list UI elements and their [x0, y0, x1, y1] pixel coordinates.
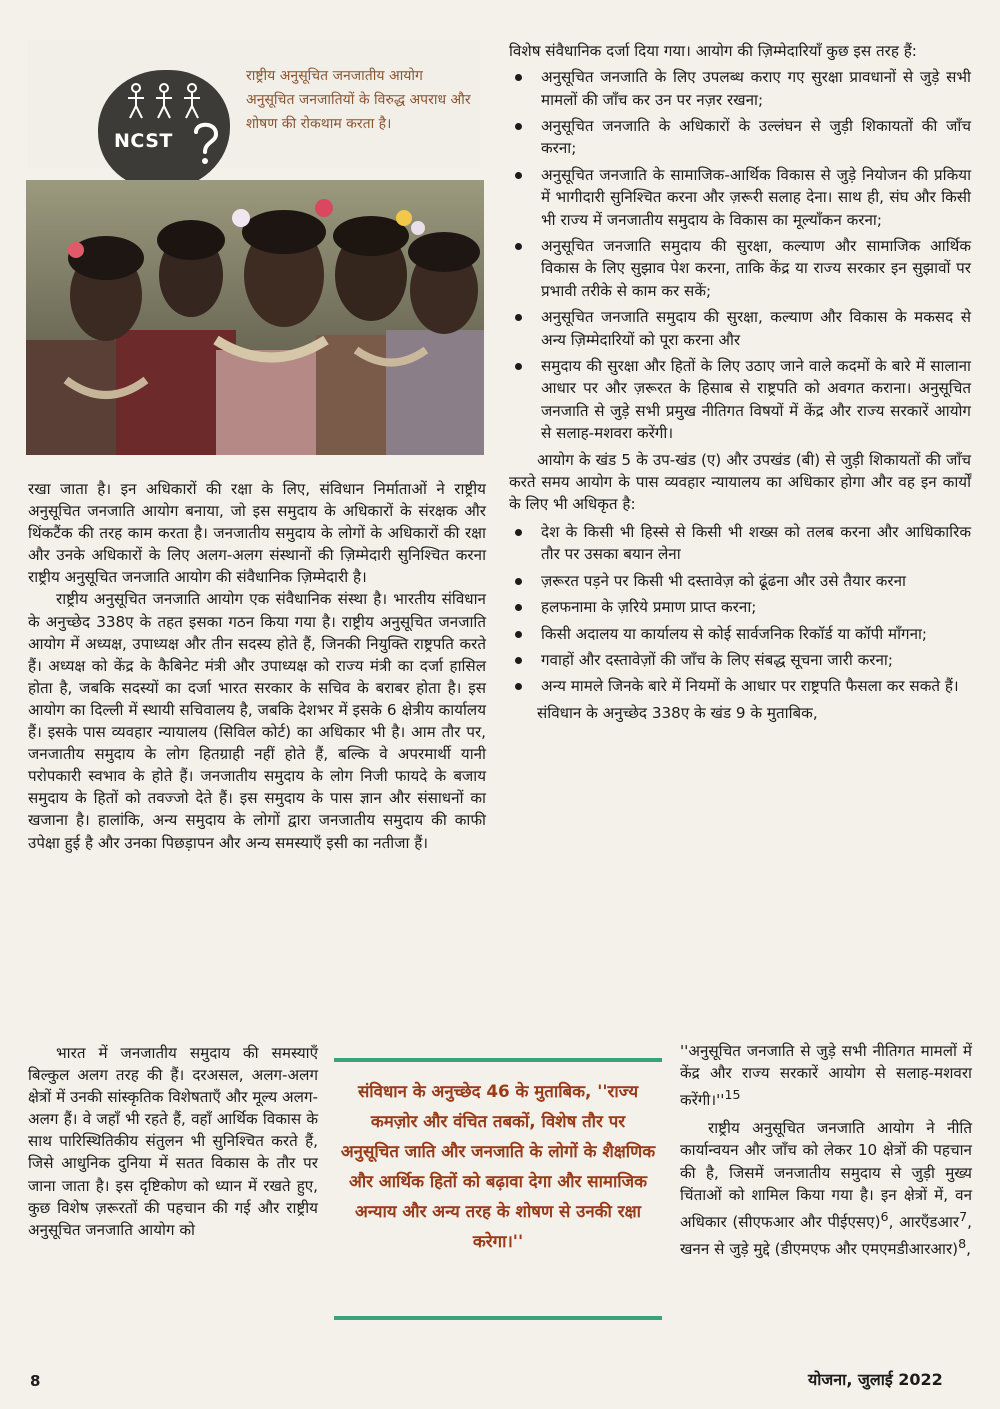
- page-number: 8: [30, 1372, 41, 1390]
- closing-text: राष्ट्रीय अनुसूचित जनजाति आयोग ने नीति कार्यान्वयन और जाँच को लेकर 10 क्षेत्रों की पहचान की है, जिसमें जनजातीय समुदाय से जुड़ी मुख्य चिंताओं को शामिल किया गया है। इन क्षेत्रों में, वन अधिकार (सीएफआर और पीईएसए): [680, 1119, 972, 1231]
- responsibilities-list: [509, 66, 971, 445]
- list-item: गवाहों और दस्तावेज़ों की जाँच के लिए संबद्ध सूचना जारी करना;: [509, 649, 971, 671]
- tribal-women-photo: [26, 180, 484, 455]
- ncst-tagline: राष्ट्रीय अनुसूचित जनजातीय आयोग अनुसूचित जनजातियों के विरुद्ध अपराध और शोषण की रोकथाम करता है।: [246, 68, 471, 132]
- pull-quote: [334, 1058, 662, 1320]
- powers-list: [509, 521, 971, 698]
- right-column-tail: [680, 1040, 972, 1260]
- footnote-ref: 15: [724, 1087, 741, 1103]
- tribal-women-illustration: [26, 180, 484, 455]
- article-quote-text: ''अनुसूचित जनजाति से जुड़े सभी नीतिगत मामलों में केंद्र और राज्य सरकारें आयोग से सलाह-मशवरा करेंगी।'': [680, 1042, 972, 1110]
- list-item: अनुसूचित जनजाति के लिए उपलब्ध कराए गए सुरक्षा प्रावधानों से जुड़े सभी मामलों की जाँच कर उन पर नज़र रखना;: [509, 66, 971, 111]
- left-column-body: [28, 478, 486, 854]
- closing-text: , आरएँडआर: [888, 1212, 960, 1231]
- left-paragraph-2: राष्ट्रीय अनुसूचित जनजाति आयोग एक संवैधानिक संस्था है। भारतीय संविधान के अनुच्छेद 338ए के तहत इसका गठन किया गया है। राष्ट्रीय अनुसूचित जनजाति आयोग में अध्यक्ष, उपाध्यक्ष और तीन सदस्य होते हैं, जिनकी नियुक्ति राष्ट्रपति करते हैं। अध्यक्ष को केंद्र के कैबिनेट मंत्री और उपाध्यक्ष को राज्य मंत्री का दर्जा हासिल होता है, जबकि सदस्यों का दर्जा भारत सरकार के सचिव के बराबर होता है। इस आयोग का दिल्ली में स्थायी सचिवालय है, जबकि देशभर में इसके 6 क्षेत्रीय कार्यालय हैं। इसके पास व्यवहार न्यायालय (सिविल कोर्ट) का अधिकार भी है। आम तौर पर, जनजातीय समुदाय के लोग हितग्राही नहीं होते हैं, बल्कि वे अपरमार्थी यानी परोपकारी स्वभाव के होते हैं। जनजातीय समुदाय के लोग निजी फायदे के बजाय समुदाय के हितों को तवज्जो देते हैं। इस समुदाय के पास ज्ञान और संसाधनों का खजाना है। हालांकि, अन्य समुदाय के लोगों द्वारा जनजातीय समुदाय की काफी उपेक्षा हुई है और उनका पिछड़ापन और अन्य समस्याएँ इसी का नतीजा हैं।: [28, 590, 486, 852]
- list-item: किसी अदालय या कार्यालय से कोई सार्वजनिक रिकॉर्ड या कॉपी माँगना;: [509, 623, 971, 645]
- ncst-header-card: [28, 40, 480, 168]
- ncst-logo-text: NCST: [114, 130, 173, 152]
- article-quote: [680, 1040, 972, 1111]
- list-item: देश के किसी भी हिस्से से किसी भी शख्स को तलब करना और आधिकारिक तौर पर उसका बयान लेना: [509, 521, 971, 566]
- left-column-bottom: [28, 1042, 318, 1241]
- left-paragraph-1: रखा जाता है। इन अधिकारों की रक्षा के लिए, संविधान निर्माताओं ने राष्ट्रीय अनुसूचित जनजाति आयोग बनाया, जो इस समुदाय के अधिकारों के संरक्षक और थिंकटैंक की तरह काम करता है। जनजातीय समुदाय के लोगों के अधिकारों की रक्षा और उनके अधिकारों के लिए अलग-अलग संस्थानों की ज़िम्मेदारी सुनिश्चित करना राष्ट्रीय अनुसूचित जनजाति आयोग की संवैधानिक ज़िम्मेदारी है।: [28, 480, 486, 587]
- people-figures-icon: [120, 80, 210, 124]
- list-item: हलफनामा के ज़रिये प्रमाण प्राप्त करना;: [509, 596, 971, 618]
- list-item: ज़रूरत पड़ने पर किसी भी दस्तावेज़ को ढूंढना और उसे तैयार करना: [509, 570, 971, 592]
- list-item: अनुसूचित जनजाति समुदाय की सुरक्षा, कल्याण और सामाजिक आर्थिक विकास के लिए सुझाव पेश करना, ताकि केंद्र या राज्य सरकार इन सुझावों पर प्रभावी तरीके से काम कर सकें;: [509, 235, 971, 302]
- list-item: समुदाय की सुरक्षा और हितों के लिए उठाए जाने वाले कदमों के बारे में सालाना आधार पर और ज़रूरत के हिसाब से राष्ट्रपति को अवगत कराना। अनुसूचित जनजाति से जुड़े सभी प्रमुख नीतिगत विषयों में केंद्र और राज्य सरकारें आयोग से सलाह-मशवरा करेंगी।: [509, 355, 971, 445]
- ncst-logo: [98, 70, 230, 190]
- footnote-ref: 7: [959, 1208, 968, 1224]
- closing-text: , खनन से जुड़े मुद्दे (डीएमएफ और एमएमडीआरआर): [680, 1212, 972, 1258]
- list-item: अन्य मामले जिनके बारे में नियमों के आधार पर राष्ट्रपति फैसला कर सकते हैं।: [509, 675, 971, 697]
- magazine-issue: योजना, जुलाई 2022: [808, 1370, 943, 1389]
- question-mark-icon: [190, 120, 220, 166]
- closing-text: ,: [966, 1239, 971, 1258]
- pull-quote-text: संविधान के अनुच्छेद 46 के मुताबिक, ''राज्य कमज़ोर और वंचित तबकों, विशेष तौर पर अनुसूचित जाति और जनजाति के लोगों के शैक्षणिक और आर्थिक हितों को बढ़ावा देगा और सामाजिक अन्याय और अन्य तरह के शोषण से उनकी रक्षा करेगा।'': [340, 1081, 656, 1251]
- left-paragraph-3: भारत में जनजातीय समुदाय की समस्याएँ बिल्कुल अलग तरह की हैं। दरअसल, अलग-अलग क्षेत्रों में उनकी सांस्कृतिक विशेषताएँ और मूल्य अलग-अलग हैं। वे जहाँ भी रहते हैं, वहाँ आर्थिक विकास के साथ पारिस्थितिकीय संतुलन भी सुनिश्चित करते हैं, जिसे आधुनिक दुनिया में सतत विकास के तौर पर जाना जाता है। इस दृष्टिकोण को ध्यान में रखते हुए, कुछ विशेष ज़रूरतों की पहचान की गई और राष्ट्रीय अनुसूचित जनजाति आयोग को: [28, 1044, 318, 1239]
- closing-paragraph: [680, 1117, 972, 1260]
- article-lead: संविधान के अनुच्छेद 338ए के खंड 9 के मुताबिक,: [537, 703, 818, 722]
- footnote-ref: 6: [880, 1208, 889, 1224]
- right-intro: विशेष संवैधानिक दर्जा दिया गया। आयोग की ज़िम्मेदारियाँ कुछ इस तरह हैं:: [509, 42, 917, 60]
- right-column: [509, 40, 971, 724]
- list-item: अनुसूचित जनजाति के अधिकारों के उल्लंघन से जुड़ी शिकायतों की जाँच करना;: [509, 115, 971, 160]
- list-item: अनुसूचित जनजाति समुदाय की सुरक्षा, कल्याण और विकास के मकसद से अन्य ज़िम्मेदारियों को पूरा करना और: [509, 306, 971, 351]
- footnote-ref: 8: [958, 1235, 967, 1251]
- powers-intro: आयोग के खंड 5 के उप-खंड (ए) और उपखंड (बी) से जुड़ी शिकायतों की जाँच करते समय आयोग के पास व्यवहार न्यायालय का अधिकार होगा और वह इन कार्यों के लिए भी अधिकृत है:: [509, 450, 971, 513]
- list-item: अनुसूचित जनजाति के सामाजिक-आर्थिक विकास से जुड़े नियोजन की प्रकिया में भागीदारी सुनिश्चित करना और ज़रूरी सलाह देना। साथ ही, संघ और किसी भी राज्य में जनजातीय समुदाय के विकास का मूल्याँकन करना;: [509, 164, 971, 231]
